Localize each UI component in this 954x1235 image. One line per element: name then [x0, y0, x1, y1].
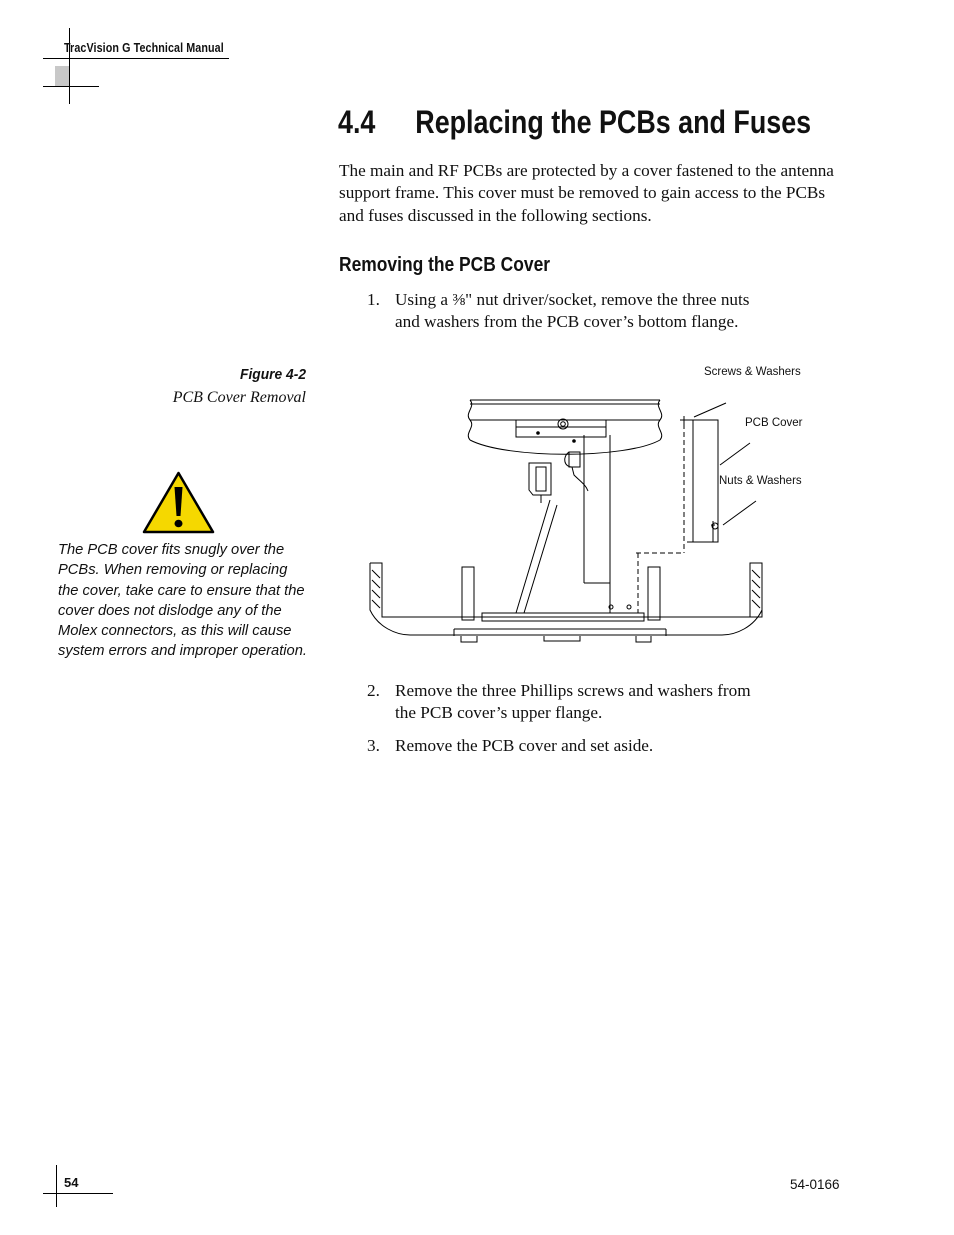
- figure-caption: PCB Cover Removal: [172, 389, 306, 406]
- step-text: Remove the three Phillips screws and washers from the PCB cover’s upper flange.: [395, 681, 751, 722]
- callout-screws-washers: Screws & Washers: [704, 366, 801, 378]
- step-text: Using a ⅜" nut driver/socket, remove the three nuts and washers from the PCB cover’s bottom flange.: [395, 290, 750, 331]
- step-2: [367, 680, 767, 724]
- callout-nuts-washers: Nuts & Washers: [719, 475, 802, 487]
- step-number: 3.: [367, 736, 380, 755]
- step-number: 2.: [367, 681, 380, 700]
- document-number: 54-0166: [790, 1177, 840, 1192]
- warning-triangle-icon: [141, 470, 216, 535]
- pcb-cover-diagram: [366, 395, 766, 655]
- header-gray-box: [55, 66, 69, 86]
- section-number: 4.4: [338, 104, 376, 140]
- step-1: [367, 289, 767, 355]
- section-heading: [338, 104, 811, 141]
- page-number: 54: [64, 1175, 79, 1190]
- step-3: [367, 735, 767, 757]
- section-title: Replacing the PCBs and Fuses: [415, 104, 812, 140]
- step-text: Remove the PCB cover and set aside.: [395, 736, 654, 755]
- intro-paragraph: The main and RF PCBs are protected by a cover fastened to the antenna support frame. This cover must be removed to gain access to the PCBs and fuses discussed in the following sections.: [339, 161, 834, 225]
- manual-title: TracVision G Technical Manual: [64, 41, 224, 55]
- callout-pcb-cover: PCB Cover: [745, 417, 803, 429]
- step-number: 1.: [367, 290, 380, 309]
- figure-label: Figure 4-2: [240, 366, 306, 383]
- subsection-heading: Removing the PCB Cover: [339, 253, 551, 276]
- warning-note: The PCB cover fits snugly over the PCBs. When removing or replacing the cover, take care to ensure that the cover does not dislodge any of the Molex connectors, as this will cause system errors and improper operation.: [58, 542, 307, 660]
